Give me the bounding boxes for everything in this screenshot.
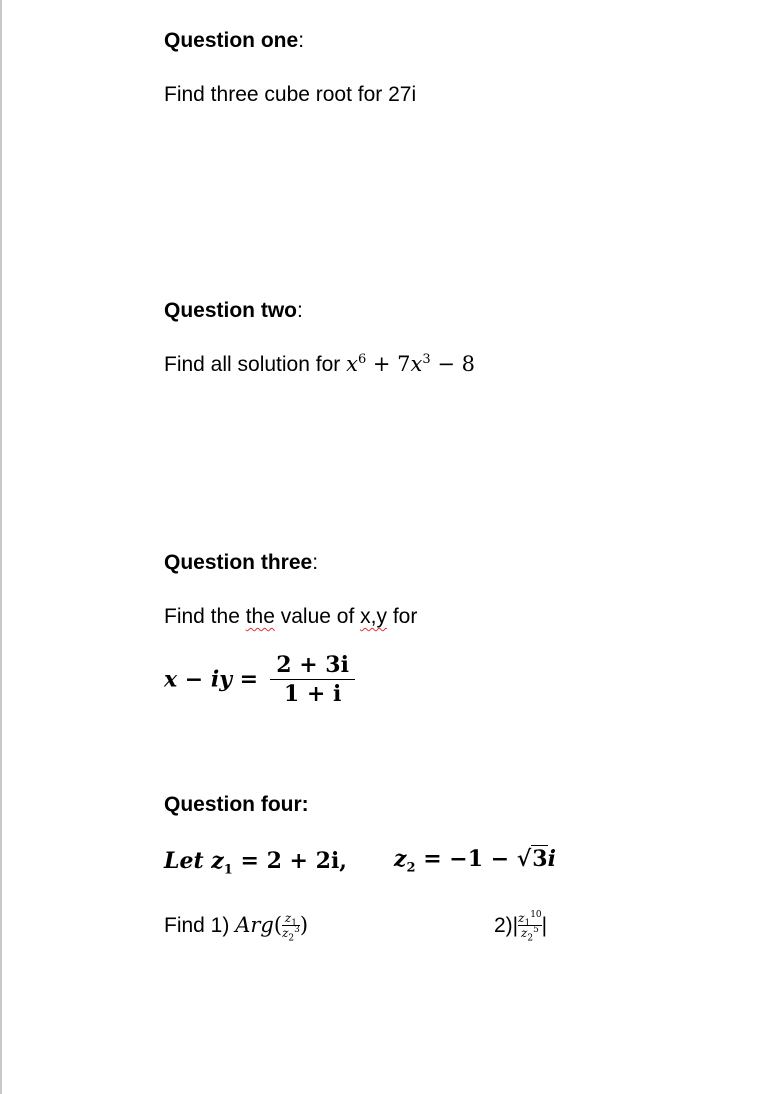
- equation-lhs: x − iy =: [164, 666, 259, 693]
- question-three-equation: [164, 654, 355, 705]
- question-one-heading: [164, 30, 304, 51]
- z2-definition: $z_2 = -1 - √3i$: [394, 846, 556, 876]
- colon: :: [297, 299, 303, 322]
- spellcheck-duplicate-word[interactable]: the: [245, 605, 275, 628]
- question-three-text: Find the the value of x,y for: [164, 605, 418, 628]
- colon: :: [298, 29, 305, 52]
- question-two-prompt: Find all solution for: [164, 353, 347, 376]
- question-four-title: Question four:: [164, 793, 309, 816]
- z1-definition: Let $z_1 = 2 + 2i$,: [164, 848, 347, 878]
- question-one-title: Question one: [164, 29, 299, 52]
- question-two-title: Question two: [164, 299, 297, 322]
- question-two-text: [164, 354, 475, 375]
- question-four-heading: [164, 794, 309, 815]
- question-three-heading: [164, 552, 318, 573]
- find-part-one: Find 1) Arg( $\frac{z_1}{z_2^3}$ ): [164, 911, 309, 944]
- polynomial-equation: $x^6 + 7x^3 - 8$: [346, 352, 475, 376]
- question-three-title: Question three: [164, 551, 313, 574]
- find-part-two: 2)| $\frac{z_1^{10}}{z_2^5}$ |: [494, 910, 548, 944]
- colon: :: [312, 551, 319, 574]
- modulus-fraction: $\frac{z_1^{10}}{z_2^5}$: [518, 910, 542, 944]
- fraction-numerator: 2 + 3i: [276, 652, 349, 678]
- question-one-text: Find three cube root for 27i: [164, 83, 417, 106]
- fraction-denominator: 1 + i: [283, 681, 342, 707]
- page-left-border: [0, 0, 2, 1094]
- arg-fraction: $\frac{z_1}{z_2^3}$: [282, 911, 300, 944]
- equation-fraction: [270, 654, 355, 705]
- square-root: √3: [516, 846, 548, 872]
- spellcheck-flagged-word[interactable]: x,y: [360, 605, 387, 628]
- question-two-heading: [164, 300, 303, 321]
